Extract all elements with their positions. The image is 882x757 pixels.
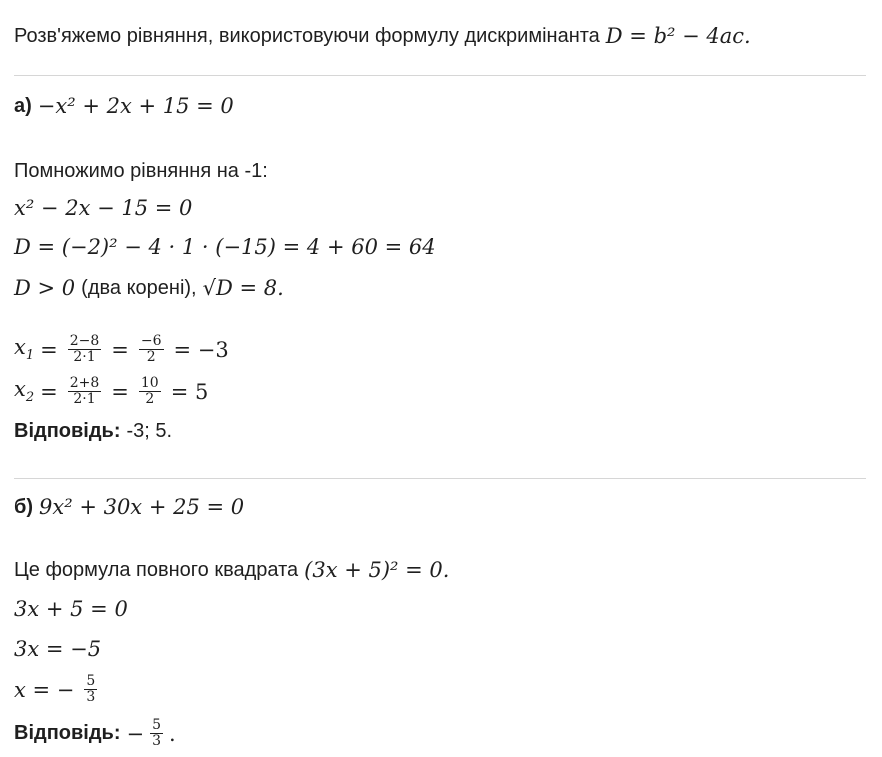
fraction (68, 376, 102, 407)
fraction (84, 674, 97, 705)
sqrt-d: √D = 8. (202, 276, 284, 300)
part-b-answer (14, 718, 176, 749)
part-b-step1: 3x + 5 = 0 (14, 597, 128, 621)
intro-text: Розв'яжемо рівняння, використовуючи формулу дискримінанта (14, 24, 600, 47)
answer-value: -3; 5. (126, 420, 173, 442)
numerator: 2−8 (69, 333, 100, 349)
part-a-step3 (14, 276, 284, 300)
answer-label: Відповідь: (14, 722, 121, 744)
x-equals: x = − (14, 677, 75, 702)
x2-sub: 2 (25, 390, 35, 406)
part-b-equation: 9x² + 30x + 25 = 0 (39, 495, 245, 519)
x1-var: x (14, 335, 26, 360)
x1-result: = −3 (173, 337, 229, 362)
two-roots-text: (два корені), (81, 276, 197, 299)
part-a-equation: −x² + 2x + 15 = 0 (37, 94, 234, 118)
answer-end: . (169, 721, 176, 746)
numerator: 5 (86, 673, 96, 689)
denominator: 2·1 (73, 391, 96, 407)
numerator: −6 (140, 333, 162, 349)
x2-result: = 5 (170, 379, 209, 404)
fraction (68, 334, 102, 365)
x2-var: x (14, 377, 26, 402)
denominator: 2 (146, 349, 156, 365)
intro-line (14, 24, 751, 48)
root-x2: $x_2$ = $\frac{2+8}{2\cdot 1}$ = $\frac{10}{2}$ = 5 (14, 375, 209, 407)
x1-sub: 1 (25, 348, 35, 364)
part-a-label: а) (14, 94, 32, 117)
denominator: 2 (145, 391, 155, 407)
fraction (150, 718, 163, 749)
root-x1: $x_1$ = $\frac{2-8}{2\cdot 1}$ = $\frac{-6}{2}$ = −3 (14, 333, 229, 365)
discriminant-formula: D = b² − 4ac. (605, 24, 751, 48)
denominator: 3 (152, 733, 162, 749)
fraction (139, 334, 164, 365)
numerator: 2+8 (69, 375, 100, 391)
part-b-step3 (14, 674, 101, 705)
square-line (14, 558, 449, 582)
multiply-text (14, 160, 268, 183)
part-b-step2: 3x = −5 (14, 637, 102, 661)
denominator: 2·1 (73, 349, 96, 365)
answer-sign: − (126, 721, 145, 746)
answer-label: Відповідь: (14, 420, 121, 442)
numerator: 10 (140, 375, 159, 391)
part-b-label: б) (14, 495, 34, 518)
denominator: 3 (86, 689, 96, 705)
part-a-answer (14, 420, 172, 443)
part-a-heading (14, 94, 234, 118)
part-a-step2: D = (−2)² − 4 · 1 · (−15) = 4 + 60 = 64 (14, 235, 436, 259)
square-formula: (3x + 5)² = 0. (304, 558, 450, 582)
numerator: 5 (152, 717, 162, 733)
divider (14, 478, 866, 479)
part-a-step1: x² − 2x − 15 = 0 (14, 196, 193, 220)
part-b-heading (14, 495, 244, 519)
fraction (139, 376, 161, 407)
divider (14, 75, 866, 76)
square-text: Це формула повного квадрата (14, 558, 299, 581)
d-positive: D > 0 (14, 276, 76, 300)
multiply-label: Помножимо рівняння на -1: (14, 160, 268, 182)
